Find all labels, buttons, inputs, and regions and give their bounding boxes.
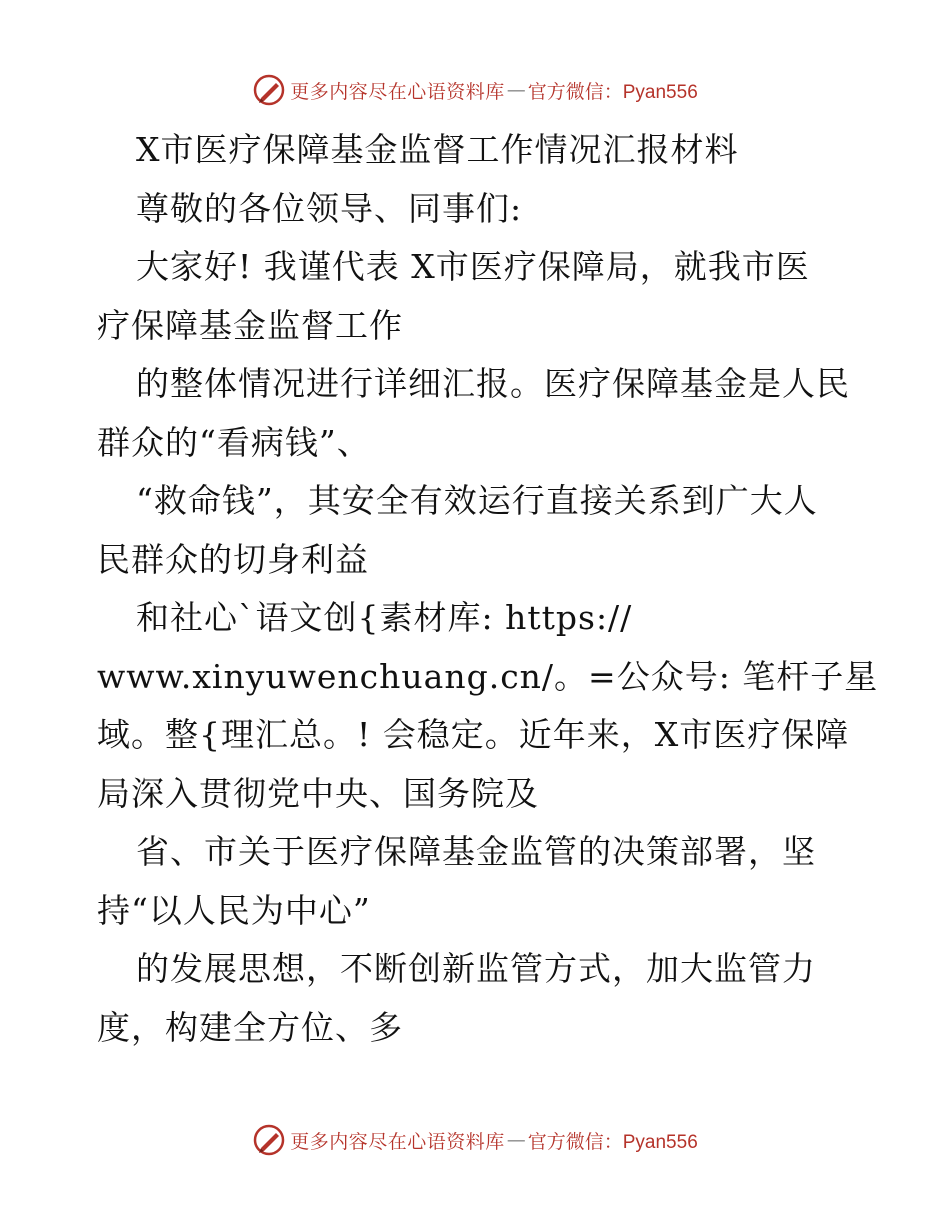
pen-circle-logo-icon bbox=[252, 73, 286, 107]
footer-banner bbox=[0, 1120, 950, 1160]
salutation-line: 尊敬的各位领导、同事们: bbox=[136, 188, 523, 228]
banner-separator: — bbox=[506, 79, 526, 101]
text-line: “救命钱”，其安全有效运行直接关系到广大人 bbox=[136, 481, 818, 520]
text-line: 持“以人民为中心” bbox=[97, 890, 371, 930]
banner-wechat: 官方微信：Pyan556 bbox=[527, 81, 698, 103]
text-line: 度，构建全方位、多 bbox=[97, 1007, 403, 1047]
banner-title: 更多内容尽在心语资料库 bbox=[290, 80, 505, 103]
text-line: 的整体情况进行详细汇报。医疗保障基金是人民 bbox=[136, 364, 850, 403]
text-line: 疗保障基金监督工作 bbox=[97, 305, 403, 345]
text-line: 域。整{理汇总。! 会稳定。近年来，X市医疗保障 bbox=[97, 715, 850, 754]
document-title: X市医疗保障基金监督工作情况汇报材料 bbox=[136, 130, 739, 169]
banner-title: 更多内容尽在心语资料库 bbox=[290, 1130, 505, 1153]
text-line: 和社心`语文创{素材库: https:// bbox=[136, 598, 633, 637]
document-body bbox=[97, 121, 879, 1057]
banner-wechat: 官方微信：Pyan556 bbox=[527, 1131, 698, 1153]
text-line: 省、市关于医疗保障基金监管的决策部署，坚 bbox=[136, 832, 816, 871]
header-banner bbox=[0, 70, 950, 110]
text-line: 民群众的切身利益 bbox=[97, 539, 369, 579]
text-line: 的发展思想，不断创新监管方式，加大监管力 bbox=[136, 949, 816, 988]
text-line: www.xinyuwenchuang.cn/。=公众号: 笔杆子星 bbox=[97, 656, 879, 696]
pen-circle-logo-icon bbox=[252, 1123, 286, 1157]
text-line: 大家好! 我谨代表 X市医疗保障局，就我市医 bbox=[136, 247, 810, 286]
text-line: 群众的“看病钱”、 bbox=[97, 422, 371, 462]
banner-separator: — bbox=[506, 1129, 526, 1151]
text-line: 局深入贯彻党中央、国务院及 bbox=[97, 773, 539, 813]
